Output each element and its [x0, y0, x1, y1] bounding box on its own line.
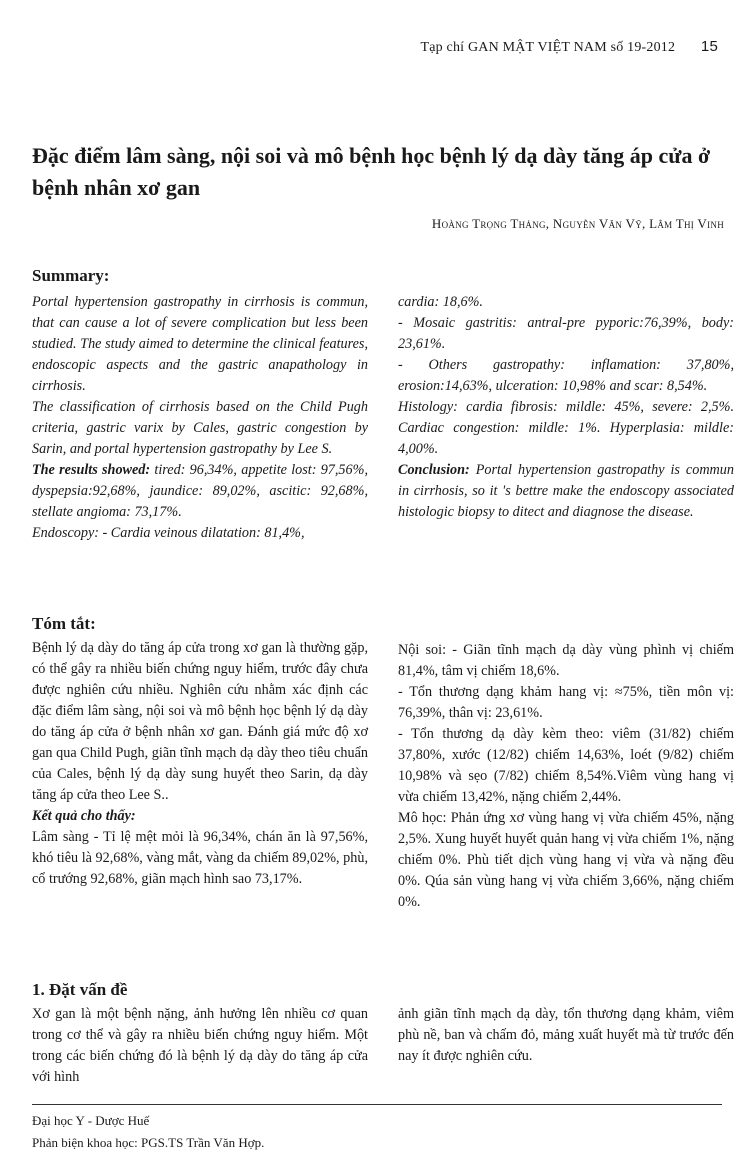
summary-others: - Others gastropathy: inflamation: 37,80%, erosion:14,63%, ulceration: 10,98% and scar: 8,54%. [398, 357, 734, 394]
tomtat-left-column [32, 638, 368, 890]
tomtat-intro: Bệnh lý dạ dày do tăng áp cửa trong xơ gan là thường gặp, có thể gây ra nhiều biến chứng nguy hiểm, trước đây chưa được nghiên cứu nhiều. Nghiên cứu nhằm xác định các đặc điểm lâm sàng, nội soi và mô bệnh học bệnh lý dạ dày do tăng áp cửa ở bệnh nhân xơ gan. Đánh giá mức độ xơ gan qua Child Pugh, giãn tĩnh mạch dạ dày theo tiêu chuẩn của Cales, bệnh lý dạ dày sung huyết theo Sarin, dạ dày tăng áp cửa theo Lee S.. [32, 640, 368, 803]
tomtat-lesions: - Tổn thương dạ dày kèm theo: viêm (31/82) chiếm 37,80%, xước (12/82) chiếm 14,63%, loét (9/82) chiếm 10,98% và sẹo (7/82) chiếm 8,54%.Viêm vùng hang vị vừa chiếm 13,42%, nặng chiếm 2,44%. [398, 726, 734, 805]
section-1-right-text: ảnh giãn tĩnh mạch dạ dày, tổn thương dạng khảm, viêm phù nề, ban và chấm đỏ, mảng xuất huyết mà từ trước đến nay ít được nghiên cứu. [398, 1006, 734, 1064]
tomtat-histology: Mô học: Phản ứng xơ vùng hang vị vừa chiếm 45%, nặng 2,5%. Xung huyết huyết quản hang vị vừa chiếm 1%, nặng chiếm 0%. Phù tiết dịch vùng hang vị vừa và nặng đều 0%. Qúa sản vùng hang vị vừa chiếm 3,66%, nặng chiếm 0%. [398, 810, 734, 910]
footnote-reviewer: Phản biện khoa học: PGS.TS Trần Văn Hợp. [32, 1135, 265, 1150]
summary-cardia: cardia: 18,6%. [398, 294, 483, 310]
section-1-left-text: Xơ gan là một bệnh nặng, ảnh hưởng lên nhiều cơ quan trong cơ thể và gây ra nhiều biến chứng nguy hiểm. Một trong các biến chứng đó là bệnh lý dạ dày do tăng áp cửa với hình [32, 1006, 368, 1085]
footnote [32, 1110, 264, 1154]
footnote-affiliation: Đại học Y - Dược Huế [32, 1113, 150, 1128]
summary-right-column [398, 292, 734, 523]
summary-endoscopy: Endoscopy: - Cardia veinous dilatation: 81,4%, [32, 525, 305, 541]
section-1-heading: 1. Đặt vấn đề [32, 980, 128, 999]
running-header [420, 38, 718, 56]
summary-methods: The classification of cirrhosis based on the Child Pugh criteria, gastric varix by Cales, gastric congestion by Sarin, and portal hypertension gastropathy by Lee S. [32, 399, 368, 457]
author-list: Hoàng Trọng Thảng, Nguyễn Văn Vỹ, Lâm Thị Vinh [431, 216, 724, 231]
tomtat-mosaic: - Tổn thương dạng khảm hang vị: ≈75%, tiền môn vị: 76,39%, thân vị: 23,61%. [398, 684, 734, 721]
summary-left-column [32, 292, 368, 544]
summary-mosaic: - Mosaic gastritis: antral-pre pyporic:76,39%, body: 23,61%. [398, 315, 734, 352]
section-1-left-column [32, 1004, 368, 1088]
summary-results-label: The results showed: [32, 462, 151, 478]
tomtat-endoscopy: Nội soi: - Giãn tĩnh mạch dạ dày vùng phình vị chiếm 81,4%, tâm vị chiếm 18,6%. [398, 642, 734, 679]
tomtat-clinical: Lâm sàng - Tỉ lệ mệt mỏi là 96,34%, chán ăn là 97,56%, khó tiêu là 92,68%, vàng mắt, vàng da chiếm 89,02%, phù, cổ trướng 92,68%, giãn mạch hình sao 73,17%. [32, 829, 368, 887]
article-title: Đặc điểm lâm sàng, nội soi và mô bệnh học bệnh lý dạ dày tăng áp cửa ở bệnh nhân xơ gan [32, 143, 711, 200]
summary-histology: Histology: cardia fibrosis: mildle: 45%, severe: 2,5%. Cardiac congestion: mildle: 1%. Hyperplasia: mildle: 4,00%. [398, 399, 734, 457]
page-number: 15 [700, 38, 718, 55]
summary-conclusion-text: Portal hypertension gastropathy is commun in cirrhosis, so it 's bettre make the endoscopy associated histologic biopsy to ditect and diagnose the disease. [398, 462, 734, 520]
summary-results [32, 460, 368, 523]
footer-divider [32, 1104, 722, 1105]
summary-intro: Portal hypertension gastropathy in cirrhosis is commun, that can cause a lot of severe complication but less been studied. The study aimed to determine the clinical features, endoscopic aspects and the gastric anapathology in cirrhosis. [32, 294, 368, 394]
summary-results-text: tired: 96,34%, appetite lost: 97,56%, dyspepsia:92,68%, jaundice: 89,02%, ascitic: 92,68%, stellate angioma: 73,17%. [32, 462, 368, 520]
summary-conclusion [398, 460, 734, 523]
summary-heading: Summary: [32, 266, 110, 285]
tomtat-results-label: Kết quả cho thấy: [32, 808, 136, 824]
summary-conclusion-label: Conclusion: [398, 462, 470, 478]
section-1-right-column [398, 1004, 734, 1067]
tomtat-heading: Tóm tắt: [32, 614, 96, 633]
tomtat-right-column [398, 640, 734, 913]
journal-name: Tạp chí GAN MẬT VIỆT NAM số 19-2012 [420, 40, 676, 55]
